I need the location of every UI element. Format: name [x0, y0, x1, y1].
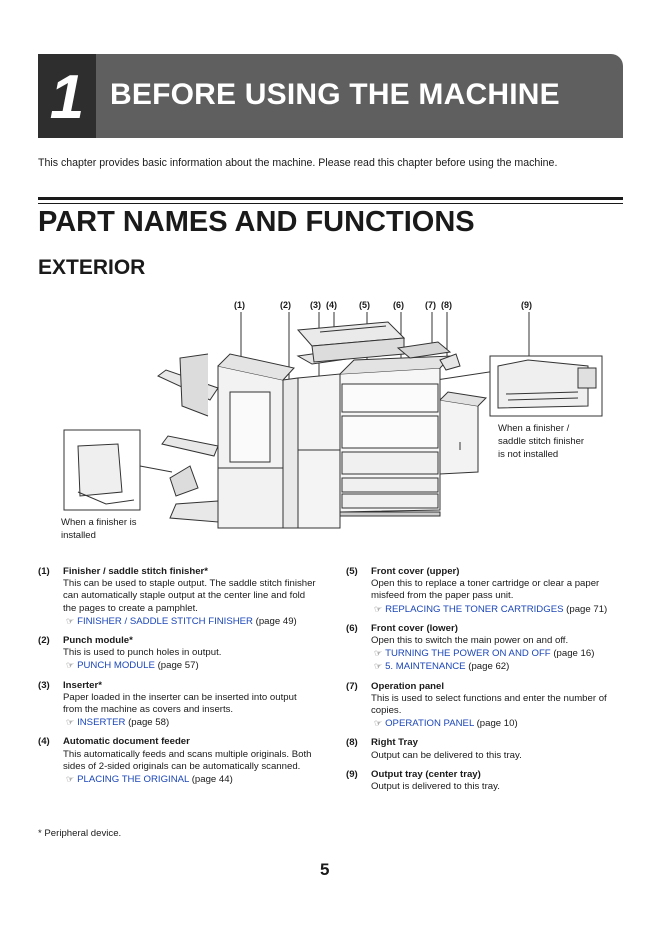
item-title: Finisher / saddle stitch finisher* [63, 566, 209, 577]
reference-icon: ☞ [66, 660, 75, 671]
caption-line: When a finisher / [498, 423, 570, 434]
item-reference [66, 615, 318, 628]
reference-page: (page 58) [128, 717, 170, 729]
diagram-label-6: (6) [393, 300, 404, 310]
item-reference [66, 659, 318, 672]
reference-page: (page 16) [553, 648, 595, 660]
chapter-number-box [38, 54, 96, 138]
item-number: (6) [346, 622, 358, 634]
reference-icon: ☞ [374, 661, 383, 672]
item-description: This is used to select functions and enter the number of copies. [371, 692, 607, 717]
diagram-label-2: (2) [280, 300, 291, 310]
part-item [346, 681, 626, 731]
item-number: (9) [346, 768, 358, 780]
part-item [38, 736, 318, 786]
item-number: (3) [38, 679, 50, 691]
caption-finisher-installed [61, 516, 137, 542]
part-item [346, 623, 626, 674]
reference-icon: ☞ [66, 615, 75, 626]
item-description: Output is delivered to this tray. [371, 781, 500, 793]
reference-icon: ☞ [66, 717, 75, 728]
reference-link[interactable]: PLACING THE ORIGINAL [77, 774, 190, 786]
caption-line: installed [61, 530, 96, 541]
caption-line: saddle stitch finisher [498, 436, 585, 447]
diagram-label-4: (4) [326, 300, 337, 310]
item-reference [374, 647, 626, 660]
item-number: (4) [38, 736, 50, 748]
machine-diagram [58, 296, 618, 546]
caption-finisher-not-installed [498, 422, 584, 461]
item-title: Punch module* [63, 635, 133, 647]
item-number: (8) [346, 737, 358, 749]
item-number: (2) [38, 635, 50, 647]
page-number: 5 [320, 860, 330, 879]
item-title: Operation panel [371, 680, 445, 692]
reference-icon: ☞ [374, 718, 383, 729]
item-title: Front cover (lower) [371, 622, 458, 634]
item-description: This is used to punch holes in output. [63, 647, 222, 659]
diagram-label-5: (5) [359, 300, 370, 310]
item-number: (1) [38, 566, 50, 577]
item-number: (7) [346, 680, 358, 692]
diagram-label-7: (7) [425, 300, 436, 310]
item-reference [66, 773, 318, 786]
item-description: This can be used to staple output. The saddle stitch finisher can automatically staple output at the center line and fold the pages to create a pamphlet. [63, 578, 316, 614]
reference-page: (page 49) [255, 615, 297, 627]
item-title: Output tray (center tray) [371, 768, 481, 780]
section-title: PART NAMES AND FUNCTIONS [38, 206, 475, 238]
part-item [38, 635, 318, 673]
reference-icon: ☞ [374, 648, 383, 659]
items-column-left [38, 566, 318, 793]
part-item [346, 737, 626, 761]
reference-link[interactable]: INSERTER [77, 717, 126, 729]
reference-icon: ☞ [374, 603, 383, 614]
section-rule [38, 197, 623, 200]
item-reference [66, 716, 318, 729]
items-column-right [346, 566, 626, 800]
intro-text: This chapter provides basic information about the machine. Please read this chapter before using the machine. [38, 157, 558, 169]
item-number: (5) [346, 566, 358, 577]
reference-link[interactable]: TURNING THE POWER ON AND OFF [385, 648, 551, 660]
reference-icon: ☞ [66, 774, 75, 785]
item-description: Output can be delivered to this tray. [371, 749, 522, 761]
item-description: Paper loaded in the inserter can be inserted into output from the machine as covers and inserts. [63, 691, 297, 716]
chapter-number: 1 [49, 63, 85, 132]
reference-link[interactable]: 5. MAINTENANCE [385, 661, 466, 673]
part-item [38, 566, 318, 628]
reference-page: (page 44) [191, 774, 233, 786]
subsection-title: EXTERIOR [38, 256, 146, 279]
diagram-label-1: (1) [234, 300, 245, 310]
item-title: Automatic document feeder [63, 736, 190, 748]
diagram-label-3: (3) [310, 300, 321, 310]
item-title: Inserter* [63, 679, 102, 691]
reference-page: (page 57) [157, 660, 199, 672]
item-title: Front cover (upper) [371, 566, 460, 577]
reference-page: (page 10) [476, 718, 518, 730]
caption-line: is not installed [498, 449, 559, 460]
diagram-label-9: (9) [521, 300, 532, 310]
item-description: Open this to switch the main power on and off. [371, 635, 569, 647]
reference-link[interactable]: FINISHER / SADDLE STITCH FINISHER [77, 615, 253, 627]
item-title: Right Tray [371, 737, 418, 749]
item-description: This automatically feeds and scans multiple originals. Both sides of 2-sided originals can be automatically scanned. [63, 748, 312, 772]
item-reference [374, 660, 626, 673]
section-rule-thin [38, 203, 623, 204]
reference-page: (page 62) [468, 661, 510, 673]
footnote: * Peripheral device. [38, 828, 122, 839]
item-description: Open this to replace a toner cartridge or clear a paper misfeed from the paper pass unit. [371, 578, 600, 602]
reference-link[interactable]: OPERATION PANEL [385, 718, 474, 730]
item-reference [374, 717, 626, 730]
diagram-label-8: (8) [441, 300, 452, 310]
reference-link[interactable]: PUNCH MODULE [77, 660, 155, 672]
item-reference [374, 603, 626, 616]
reference-link[interactable]: REPLACING THE TONER CARTRIDGES [385, 603, 564, 615]
part-item [346, 769, 626, 793]
machine-illustration [58, 296, 618, 546]
chapter-title: BEFORE USING THE MACHINE [110, 78, 560, 111]
caption-line: When a finisher is [61, 517, 137, 528]
reference-page: (page 71) [566, 603, 608, 615]
chapter-banner [38, 54, 623, 138]
part-item [38, 680, 318, 730]
part-item [346, 566, 626, 616]
